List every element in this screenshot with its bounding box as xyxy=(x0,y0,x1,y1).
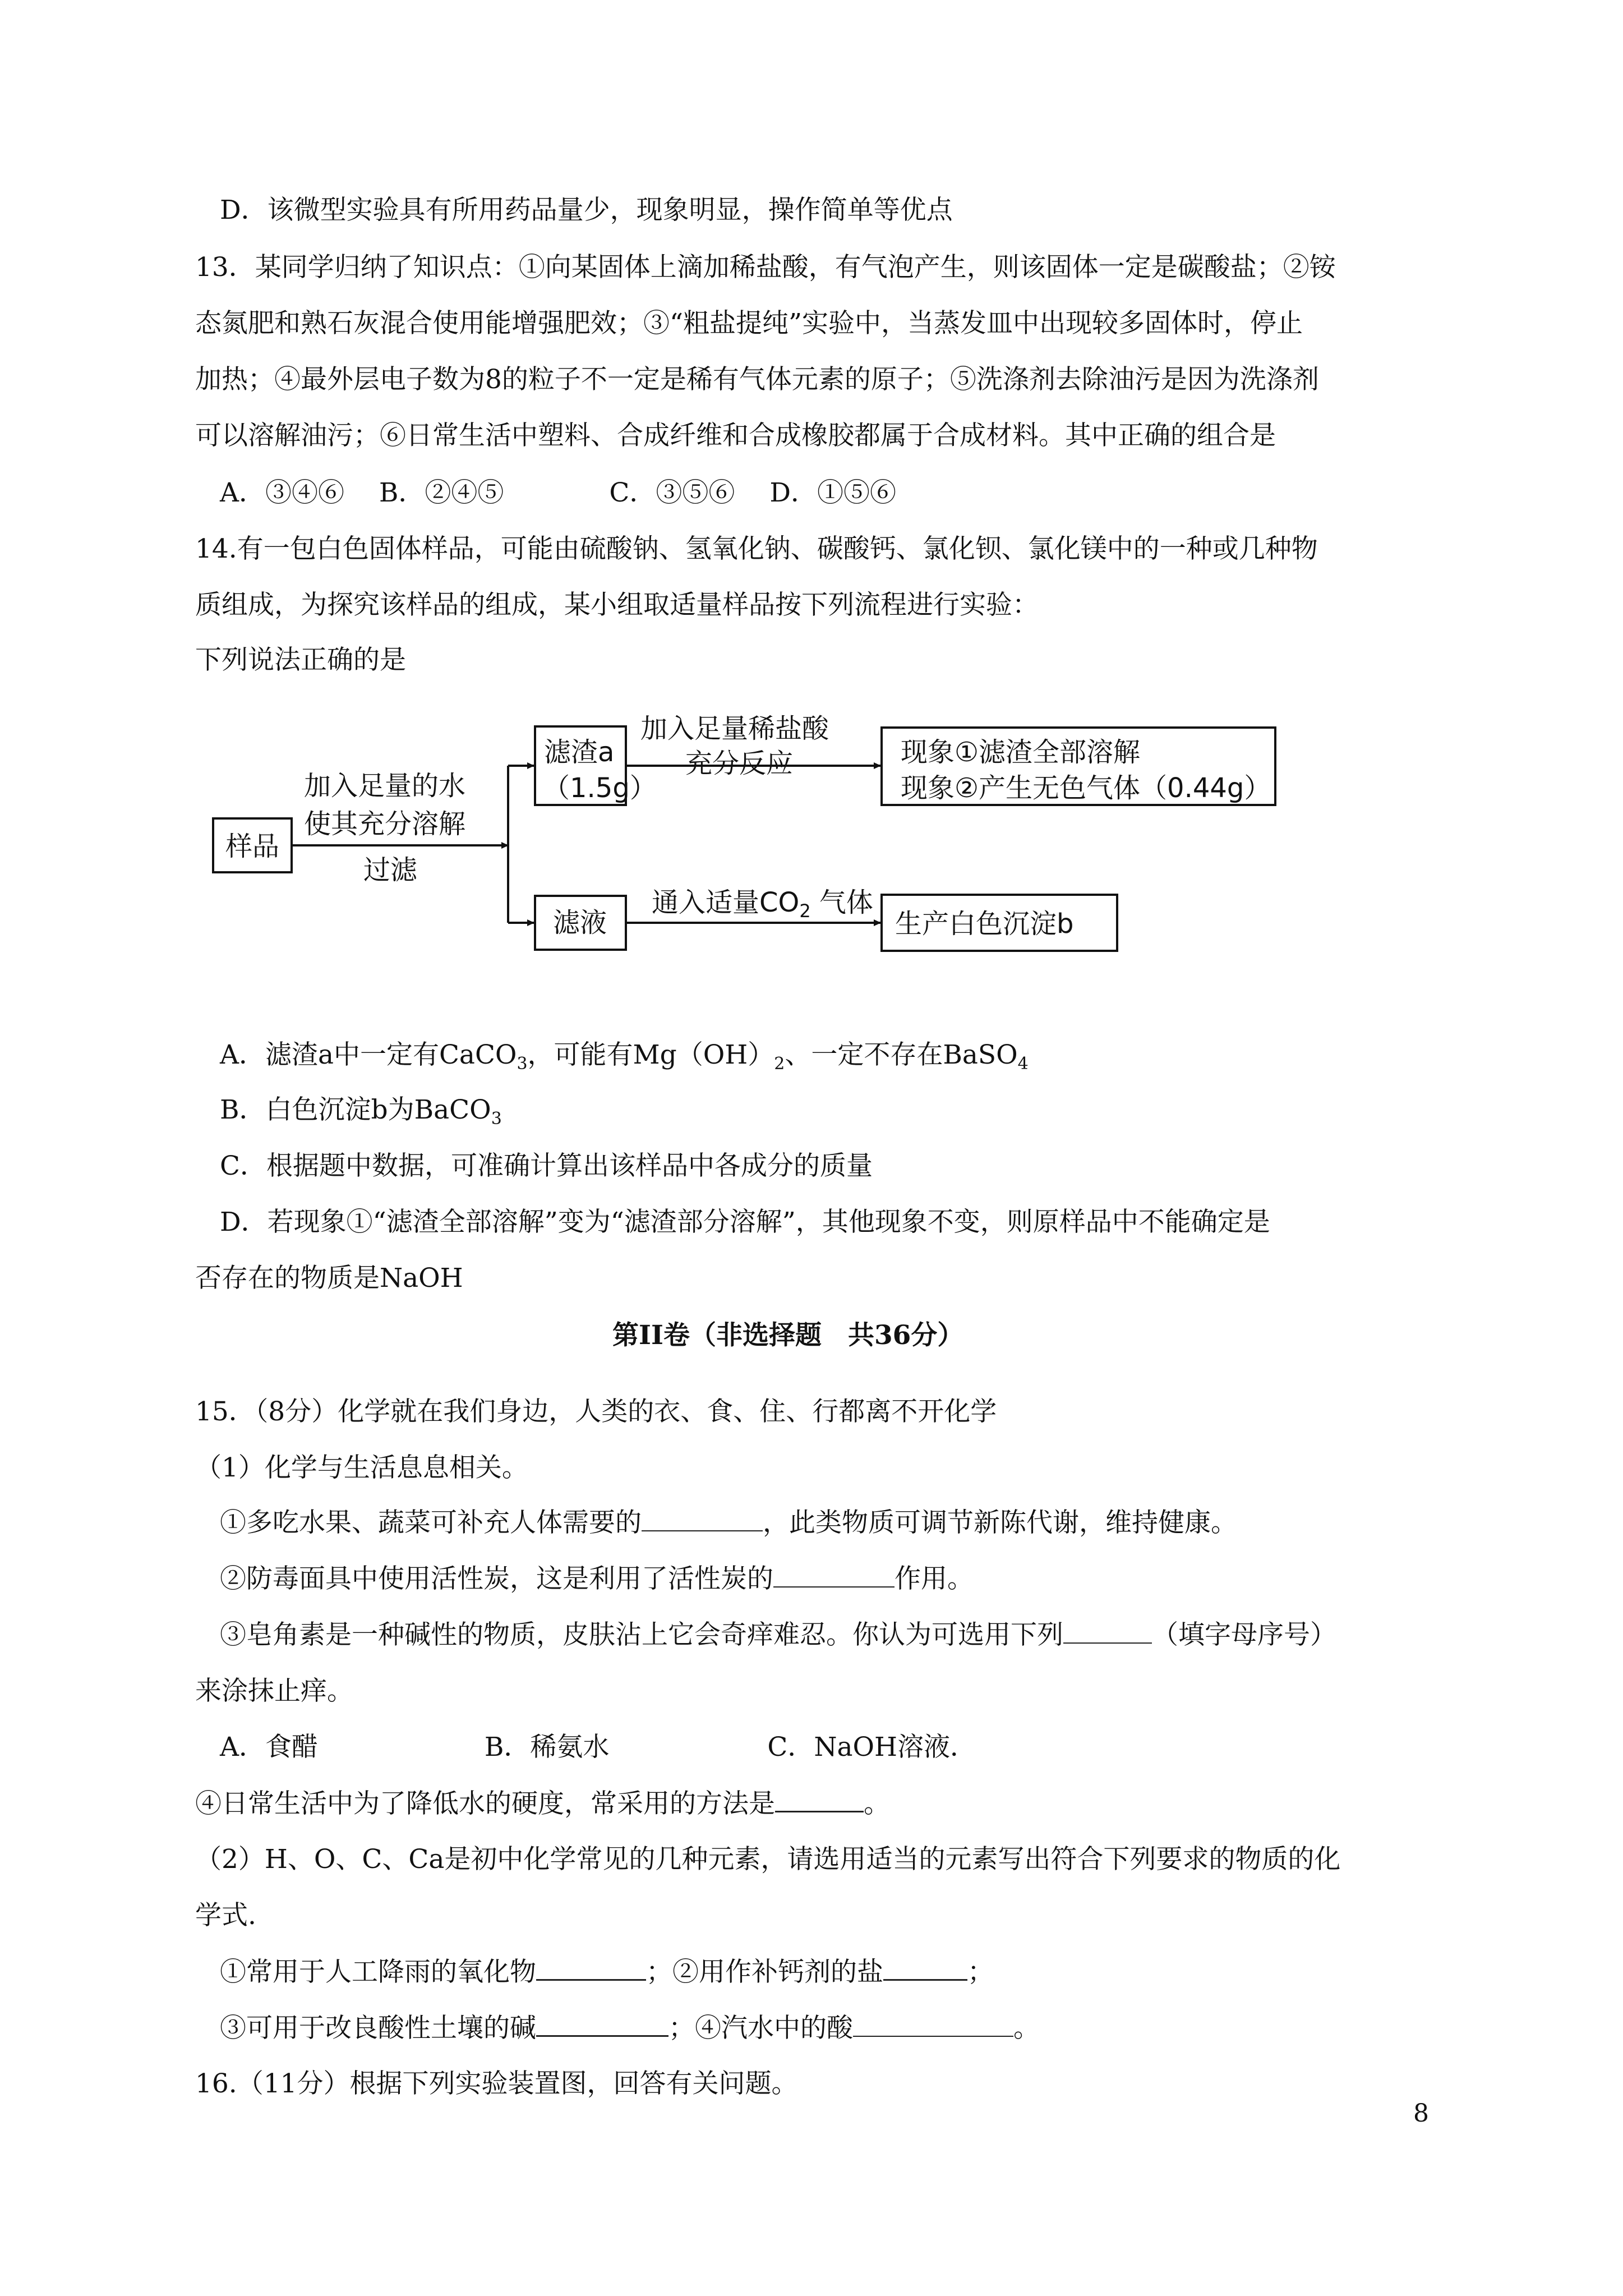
q14-option-d-1: D．若现象①“滤渣全部溶解”变为“滤渣部分溶解”，其他现象不变，则原样品中不能确定是 xyxy=(220,1207,1270,1237)
q15-item-3: ③皂角素是一种碱性的物质，皮肤沾上它会奇痒难忍。你认为可选用下列 （填字母序号） xyxy=(220,1618,1336,1653)
result2-text: 生产白色沉淀b xyxy=(895,908,1074,940)
q15-line-6: 来涂抹止痒。 xyxy=(195,1676,353,1706)
q15-part2-item-2: ③可用于改良酸性土壤的碱 ；④汽水中的酸 。 xyxy=(220,2010,1040,2046)
sample-label: 样品 xyxy=(225,831,280,862)
q15-part2-1: （2）H、O、C、Ca是初中化学常见的几种元素，请选用适当的元素写出符合下列要求的物质的化 xyxy=(195,1844,1341,1875)
q13-options: A．③④⑥ B．②④⑤ C．③⑤⑥ D．①⑤⑥ xyxy=(220,477,897,508)
q13-line-4: 可以溶解油污；⑥日常生活中塑料、合成纤维和合成橡胶都属于合成材料。其中正确的组合是 xyxy=(195,420,1276,451)
result1-text-2: 现象②产生无色气体（0.44g） xyxy=(901,772,1271,804)
q14-line-2: 质组成，为探究该样品的组成，某小组取适量样品按下列流程进行实验： xyxy=(195,590,1039,620)
q14-line-1: 14.有一包白色固体样品，可能由硫酸钠、氢氧化钠、碳酸钙、氯化钡、氯化镁中的一种或几种物 xyxy=(195,533,1318,564)
section-heading: 第II卷（非选择题 共36分） xyxy=(612,1320,964,1351)
q15-part2-2: 学式. xyxy=(195,1900,256,1931)
q15-part2-item-1: ①常用于人工降雨的氧化物 ；②用作补钙剂的盐 ； xyxy=(220,1954,994,1990)
co2-text: 通入适量$CO_2$ 气体 xyxy=(652,887,873,922)
q13-line-1: 13．某同学归纳了知识点：①向某固体上滴加稀盐酸，有气泡产生，则该固体一定是碳酸盐；②铵 xyxy=(195,252,1336,283)
q14-line-3: 下列说法正确的是 xyxy=(195,645,406,675)
answer-blank-1[interactable] xyxy=(642,1506,763,1531)
residue-mass: （1.5g） xyxy=(543,772,657,804)
answer-blank-8[interactable] xyxy=(853,2011,1013,2037)
q15-item-2: ②防毒面具中使用活性炭，这是利用了活性炭的 作用。 xyxy=(220,1562,974,1596)
residue-label: 滤渣a xyxy=(544,737,615,768)
acid-text-2: 充分反应 xyxy=(685,748,794,779)
step1-text-2: 使其充分溶解 xyxy=(304,808,466,840)
step1-text-3: 过滤 xyxy=(363,854,418,886)
result1-text-1: 现象①滤渣全部溶解 xyxy=(901,737,1141,768)
q13-line-2: 态氮肥和熟石灰混合使用能增强肥效；③“粗盐提纯”实验中，当蒸发皿中出现较多固体时，停止 xyxy=(195,308,1303,339)
q15-item-1: ①多吃水果、蔬菜可补充人体需要的 ，此类物质可调节新陈代谢，维持健康。 xyxy=(220,1506,1237,1540)
q12-option-d: D．该微型实验具有所用药品量少，现象明显，操作简单等优点 xyxy=(220,195,953,226)
q14-option-d-2: 否存在的物质是NaOH xyxy=(195,1263,463,1294)
page-number: 8 xyxy=(1413,2099,1429,2128)
q15-line-1: 15．（8分）化学就在我们身边，人类的衣、食、住、行都离不开化学 xyxy=(195,1396,997,1427)
answer-blank-2[interactable] xyxy=(773,1562,895,1588)
q15-line-2: （1）化学与生活息息相关。 xyxy=(195,1452,528,1483)
q16-line-1: 16.（11分）根据下列实验装置图，回答有关问题。 xyxy=(195,2068,798,2099)
answer-blank-6[interactable] xyxy=(883,1954,967,1981)
q13-line-3: 加热；④最外层电子数为8的粒子不一定是稀有气体元素的原子；⑤洗涤剂去除油污是因为洗涤剂 xyxy=(195,364,1319,395)
experiment-flowchart xyxy=(209,704,1297,984)
q14-option-c: C．根据题中数据，可准确计算出该样品中各成分的质量 xyxy=(220,1151,873,1181)
q14-option-a: A．滤渣a中一定有CaCO$_3$，可能有$Mg(OH)_2$、一定不存在BaSO$_4$ xyxy=(220,1039,1029,1074)
q15-item-4: ④日常生活中为了降低水的硬度，常采用的方法是 。 xyxy=(195,1786,890,1821)
answer-blank-4[interactable] xyxy=(775,1786,864,1812)
answer-blank-3[interactable] xyxy=(1063,1618,1152,1644)
filtrate-label: 滤液 xyxy=(553,907,607,938)
acid-text-1: 加入足量稀盐酸 xyxy=(640,713,829,744)
step1-text-1: 加入足量的水 xyxy=(304,770,466,802)
answer-blank-7[interactable] xyxy=(536,2010,668,2037)
q14-option-b: B．白色沉淀b为BaCO$_3$ xyxy=(220,1094,502,1129)
q15-options: A．食醋 B．稀氨水 C．NaOH溶液． xyxy=(220,1732,977,1763)
answer-blank-5[interactable] xyxy=(536,1954,646,1981)
